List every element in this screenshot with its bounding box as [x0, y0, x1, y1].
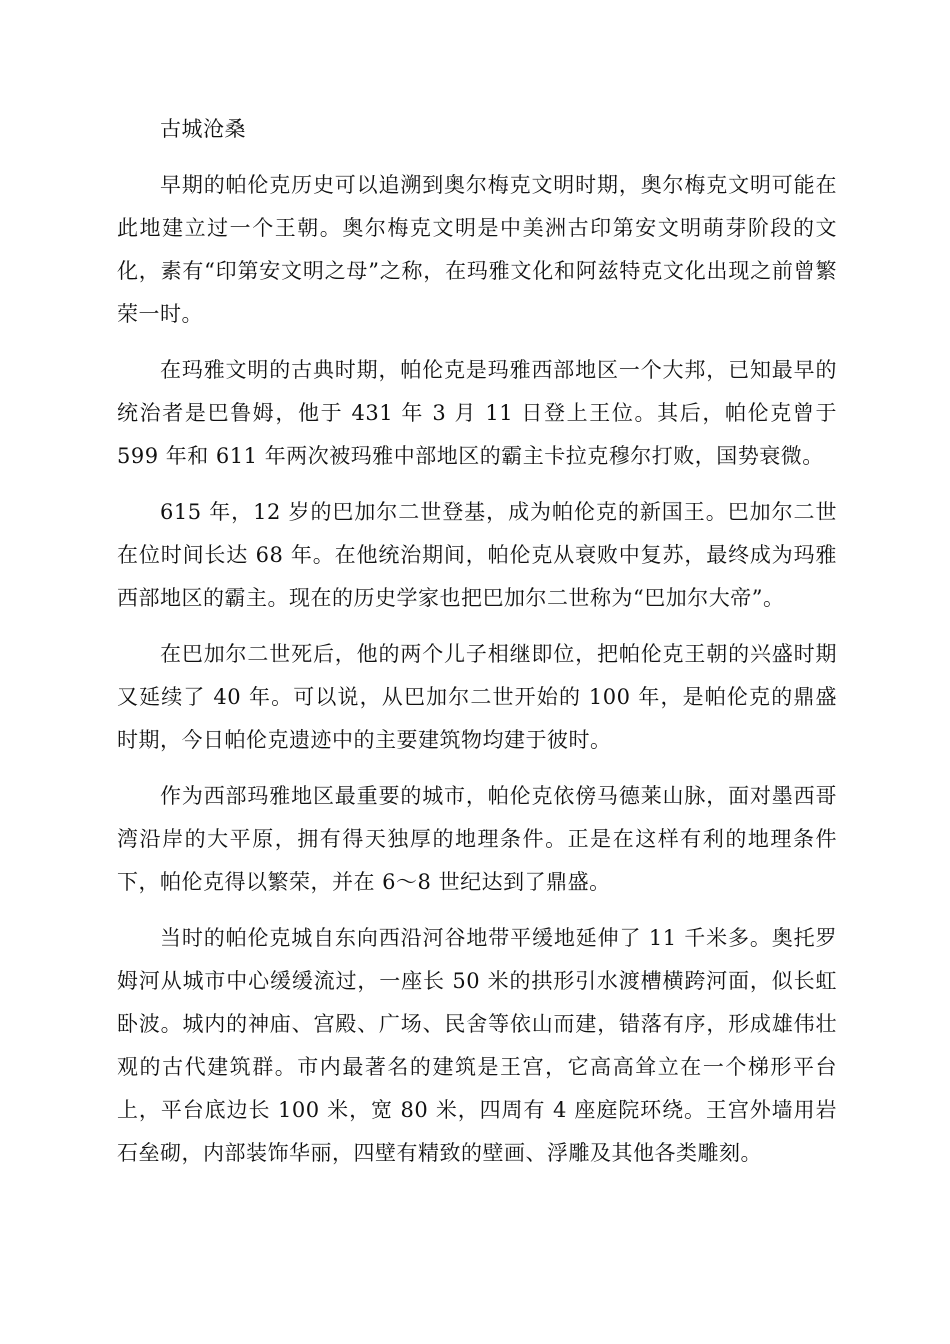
paragraph: 在巴加尔二世死后，他的两个儿子相继即位，把帕伦克王朝的兴盛时期又延续了 40 年。可以说，从巴加尔二世开始的 100 年，是帕伦克的鼎盛时期，今日帕伦克遗迹中的主要建筑物均建于彼时。 [117, 642, 837, 752]
section-title: 古城沧桑 [160, 117, 246, 141]
paragraph: 早期的帕伦克历史可以追溯到奥尔梅克文明时期，奥尔梅克文明可能在此地建立过一个王朝。奥尔梅克文明是中美洲古印第安文明萌芽阶段的文化，素有“印第安文明之母”之称，在玛雅文化和阿兹特克文化出现之前曾繁荣一时。 [117, 173, 837, 326]
paragraph: 作为西部玛雅地区最重要的城市，帕伦克依傍马德莱山脉，面对墨西哥湾沿岸的大平原，拥有得天独厚的地理条件。正是在这样有利的地理条件下，帕伦克得以繁荣，并在 6～8 世纪达到了鼎盛。 [117, 784, 837, 894]
document-page [117, 108, 837, 1175]
paragraph: 615 年，12 岁的巴加尔二世登基，成为帕伦克的新国王。巴加尔二世在位时间长达 68 年。在他统治期间，帕伦克从衰败中复苏，最终成为玛雅西部地区的霸主。现在的历史学家也把巴加尔二世称为“巴加尔大帝”。 [117, 500, 837, 610]
paragraph: 在玛雅文明的古典时期，帕伦克是玛雅西部地区一个大邦，已知最早的统治者是巴鲁姆，他于 431 年 3 月 11 日登上王位。其后，帕伦克曾于 599 年和 611 年两次被玛雅中部地区的霸主卡拉克穆尔打败，国势衰微。 [117, 358, 837, 468]
paragraph: 当时的帕伦克城自东向西沿河谷地带平缓地延伸了 11 千米多。奥托罗姆河从城市中心缓缓流过，一座长 50 米的拱形引水渡槽横跨河面，似长虹卧波。城内的神庙、宫殿、广场、民舍等依山而建，错落有序，形成雄伟壮观的古代建筑群。市内最著名的建筑是王宫，它高高耸立在一个梯形平台上，平台底边长 100 米，宽 80 米，四周有 4 座庭院环绕。王宫外墙用岩石垒砌，内部装饰华丽，四壁有精致的壁画、浮雕及其他各类雕刻。 [117, 926, 837, 1165]
